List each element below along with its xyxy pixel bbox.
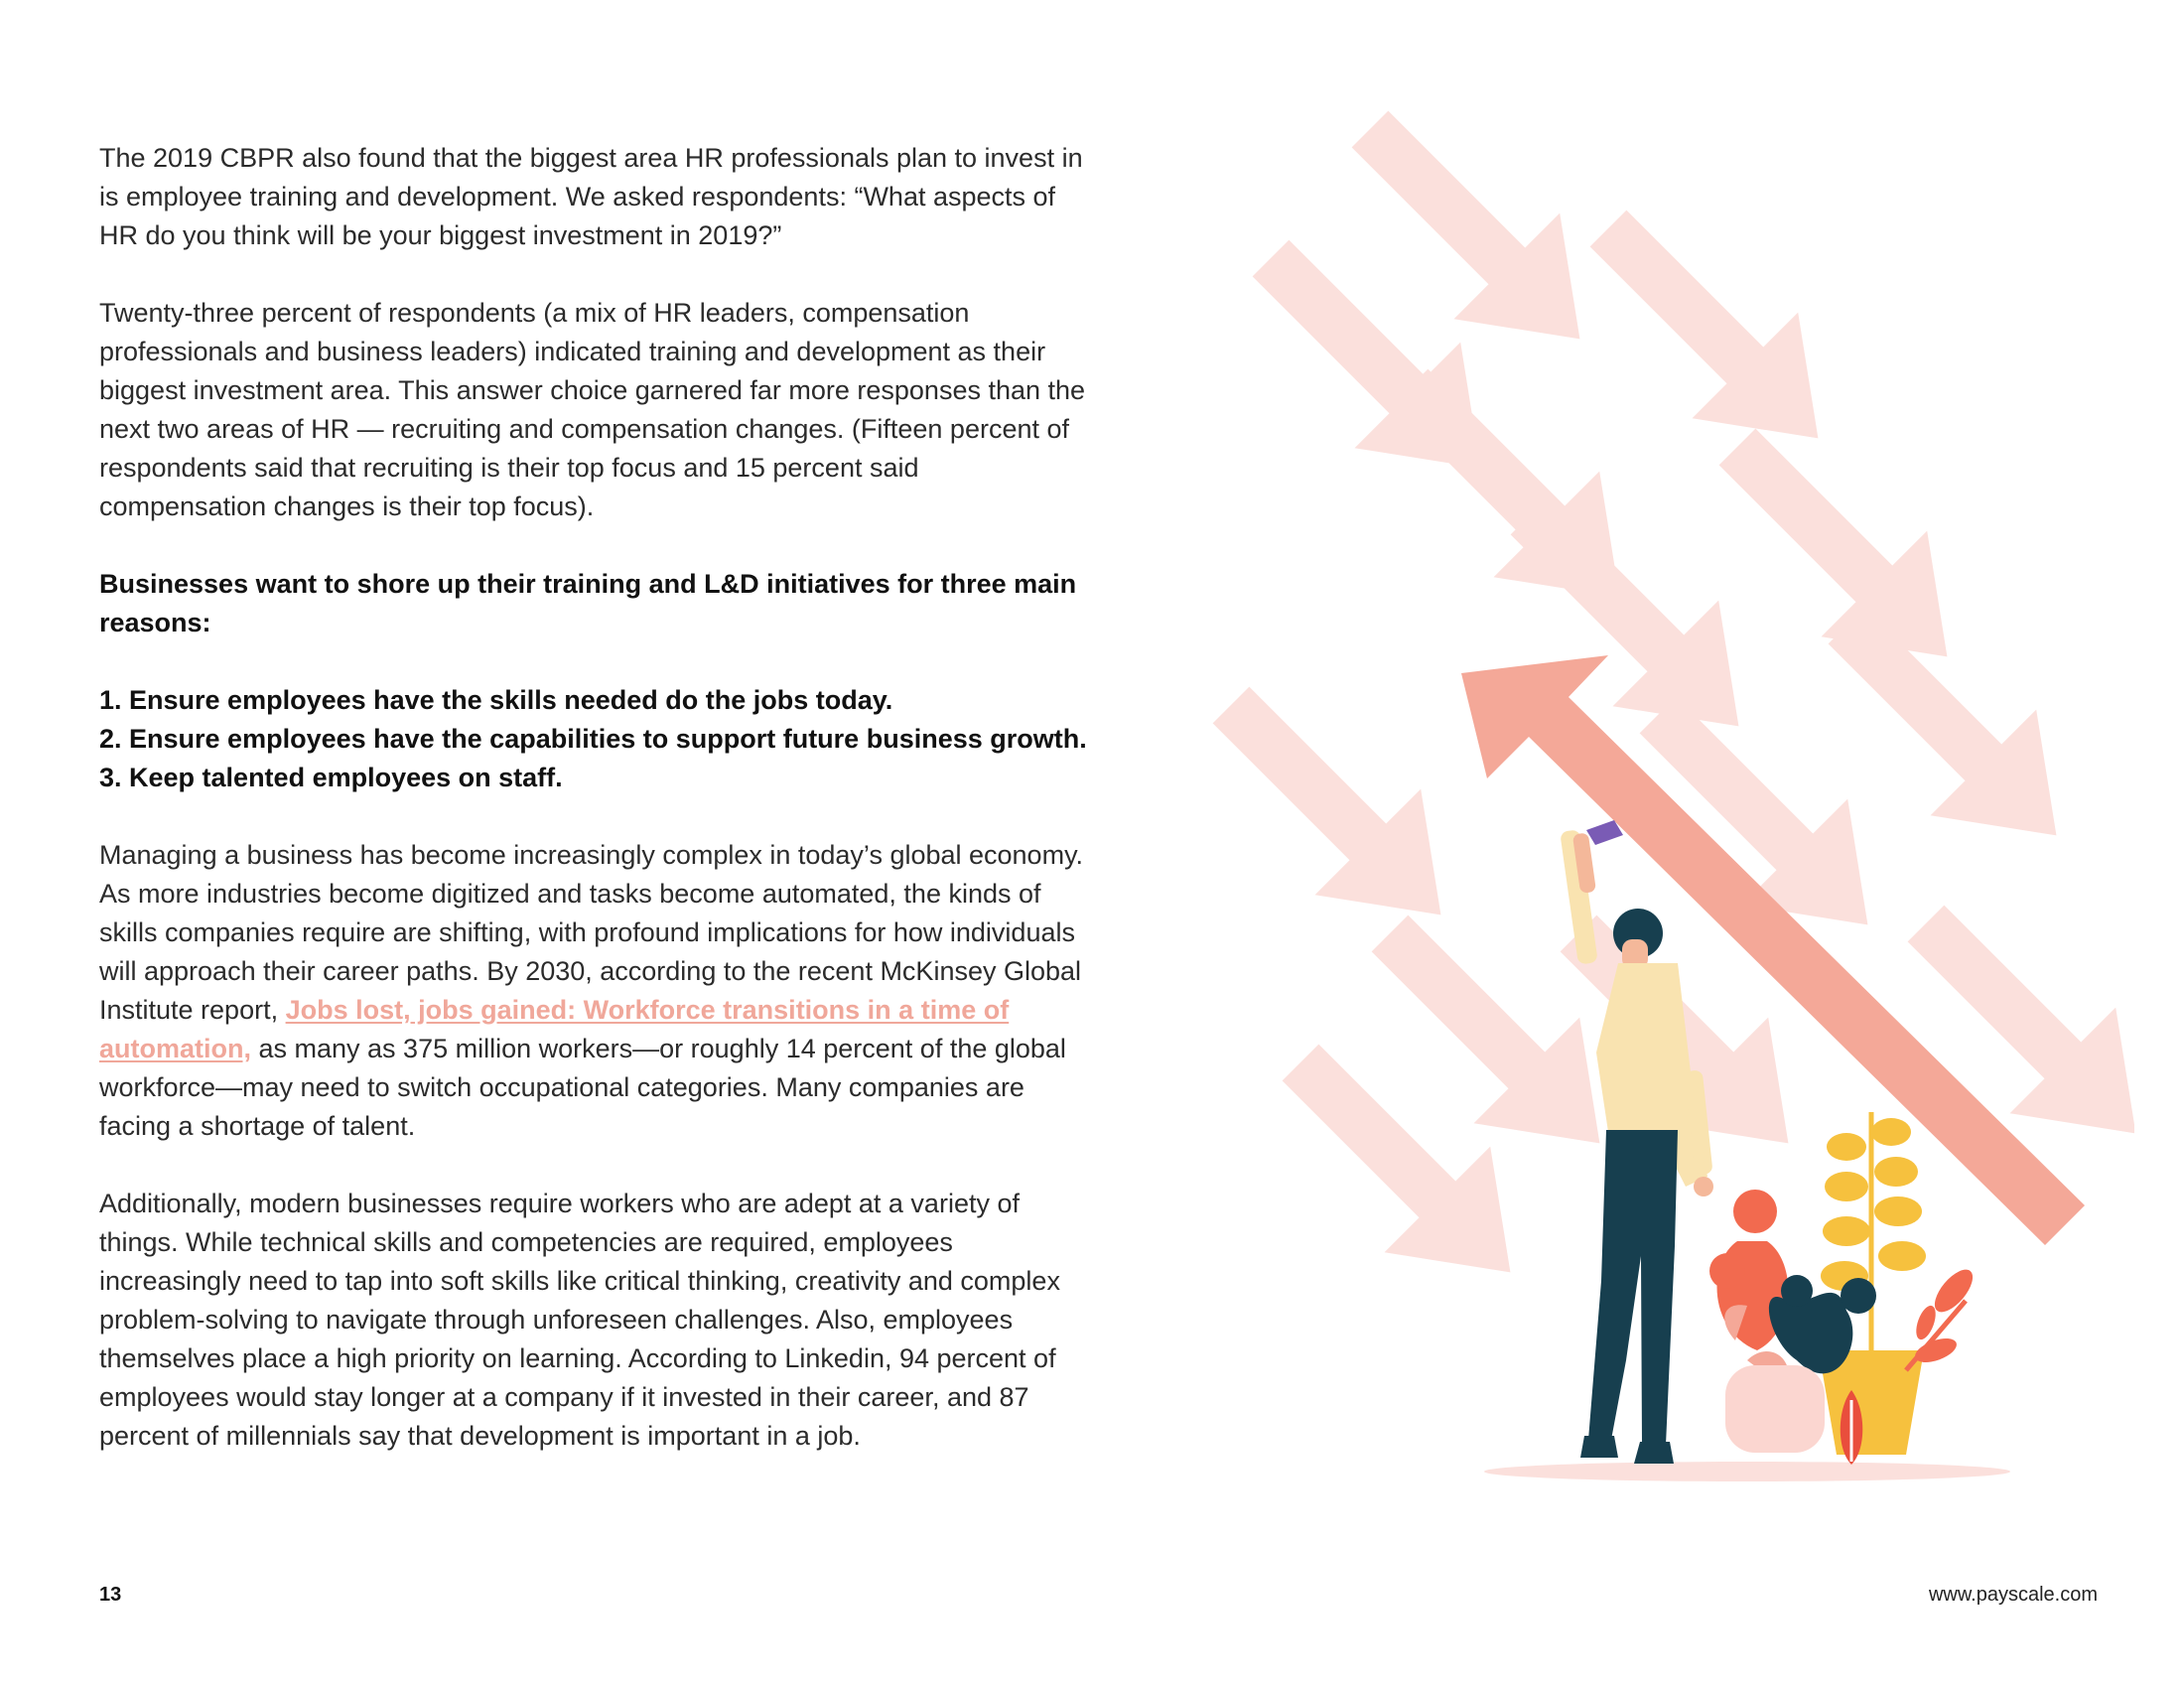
paragraph-3 — [99, 836, 1092, 1146]
mckinsey-report-link[interactable]: Jobs lost, jobs gained: Workforce transitions in a time of automation, — [99, 995, 1010, 1063]
arrow-icon — [1556, 176, 1871, 492]
paragraph-3-end: as many as 375 million workers—or roughly 14 percent of the global workforce—may need to switch occupational categories. Many companies are facing a shortage of talent. — [99, 1034, 1066, 1141]
list-item: 3. Keep talented employees on staff. — [99, 763, 563, 792]
list-item: 1. Ensure employees have the skills needed do the jobs today. — [99, 685, 893, 715]
paragraph-1: The 2019 CBPR also found that the biggest area HR professionals plan to invest in is employee training and development. We asked respondents: “What aspects of HR do you think will be your biggest investment in 2019?” — [99, 143, 1083, 250]
article-body — [99, 139, 1092, 1494]
person-figure — [1560, 820, 1713, 1464]
page-number: 13 — [99, 1584, 122, 1606]
paragraph-4: Additionally, modern businesses require workers who are adept at a variety of things. While technical skills and competencies are required, employees increasingly need to tap into soft skills like critical thinking, creativity and complex problem-solving to navigate through unforeseen challenges. Also, employees themselves place a high priority on learning. According to Linkedin, 94 percent of employees would stay longer at a company if it invested in their career, and 87 percent of millennials say that development is important in a job. — [99, 1189, 1060, 1451]
reasons-heading: Businesses want to shore up their training and L&D initiatives for three main reasons: — [99, 569, 1077, 637]
plants — [1709, 1112, 1979, 1465]
list-item: 2. Ensure employees have the capabilities to support future business growth. — [99, 724, 1087, 754]
reasons-list — [99, 681, 1092, 797]
ground-shadow — [1484, 1462, 2010, 1481]
paragraph-2: Twenty-three percent of respondents (a mix of HR leaders, compensation professionals and business leaders) indicated training and development as their biggest investment area. This answer choice garnered far more responses than the next two areas of HR — recruiting and compensation changes. (Fifteen percent of respondents said that recruiting is their top focus and 15 percent said compensation changes is their top focus). — [99, 298, 1086, 521]
paragraph-3-start: Managing a business has become increasingly complex in today’s global economy. As more industries become digitized and tasks become automated, the kinds of skills companies require are shifting, with profound implications for how individuals will approach their career paths. By 2030, according to the recent McKinsey Global Institute report, — [99, 840, 1084, 1025]
growth-illustration — [1152, 109, 2134, 1499]
website-url: www.payscale.com — [1928, 1584, 2098, 1606]
arrow-icon — [1178, 652, 1494, 968]
arrow-icon — [1685, 394, 2000, 710]
